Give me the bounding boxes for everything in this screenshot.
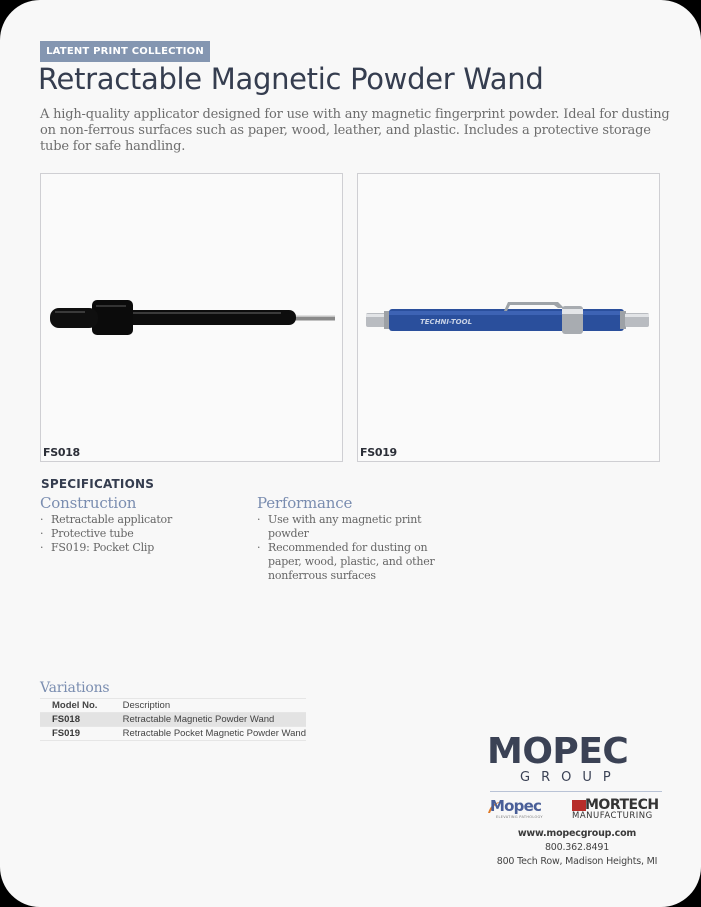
mortech-logo-sub: MANUFACTURING [572, 811, 653, 821]
construction-item: · Retractable applicator [40, 513, 240, 527]
product-model-label: FS019 [360, 446, 397, 459]
mortech-logo: MORTECH [585, 797, 659, 813]
performance-title: Performance [257, 494, 353, 512]
model-cell: FS019 [52, 728, 80, 739]
product-card-fs018 [40, 173, 343, 462]
table-row [40, 727, 306, 741]
construction-item: · Protective tube [40, 527, 240, 541]
black-magnetic-wand-image [41, 174, 342, 461]
mopec-group-logo-sub: GROUP [520, 770, 622, 785]
construction-section [40, 494, 240, 555]
description-cell: Retractable Magnetic Powder Wand [122, 714, 275, 725]
product-description: A high-quality applicator designed for use with any magnetic fingerprint powder. Ideal for dusting on non-ferrous surfaces such as paper, wood, leather, and plastic. Includes a protective storage tube for safe handling. [40, 107, 670, 154]
mopec-sub-logo: Mopec [490, 797, 542, 815]
construction-item: · FS019: Pocket Clip [40, 541, 240, 555]
product-card-fs019 [357, 173, 660, 462]
mopec-sub-logo-tagline: ELEVATING PATHOLOGY [496, 815, 543, 819]
specifications-heading: SPECIFICATIONS [41, 477, 155, 491]
mopec-group-logo: MOPEC [487, 731, 629, 772]
svg-text:TECHNI-TOOL: TECHNI-TOOL [420, 318, 473, 326]
variations-heading: Variations [40, 680, 110, 696]
performance-item: · Recommended for dusting on paper, wood, plastic, and other nonferrous surfaces [257, 541, 437, 583]
construction-list [40, 513, 240, 555]
performance-section [257, 494, 437, 583]
blue-pocket-magnetic-wand-image [358, 174, 659, 461]
table-row [40, 713, 306, 727]
construction-title: Construction [40, 494, 137, 512]
description-cell: Retractable Pocket Magnetic Powder Wand [122, 728, 306, 739]
column-header-model: Model No. [52, 700, 98, 711]
model-cell: FS018 [52, 714, 80, 725]
website-link[interactable]: www.mopecgroup.com [517, 828, 637, 839]
logo-divider [490, 791, 662, 792]
variations-table [40, 698, 306, 741]
column-header-description: Description [122, 700, 171, 711]
collection-tag: LATENT PRINT COLLECTION [40, 41, 210, 62]
table-header-row [40, 699, 306, 713]
mortech-logo-mark-icon [572, 800, 586, 811]
performance-item: · Use with any magnetic print powder [257, 513, 437, 541]
product-model-label: FS018 [43, 446, 80, 459]
address: 800 Tech Row, Madison Heights, MI [496, 856, 658, 867]
performance-list [257, 513, 437, 583]
phone-number: 800.362.8491 [544, 842, 610, 853]
page-title: Retractable Magnetic Powder Wand [38, 62, 544, 96]
